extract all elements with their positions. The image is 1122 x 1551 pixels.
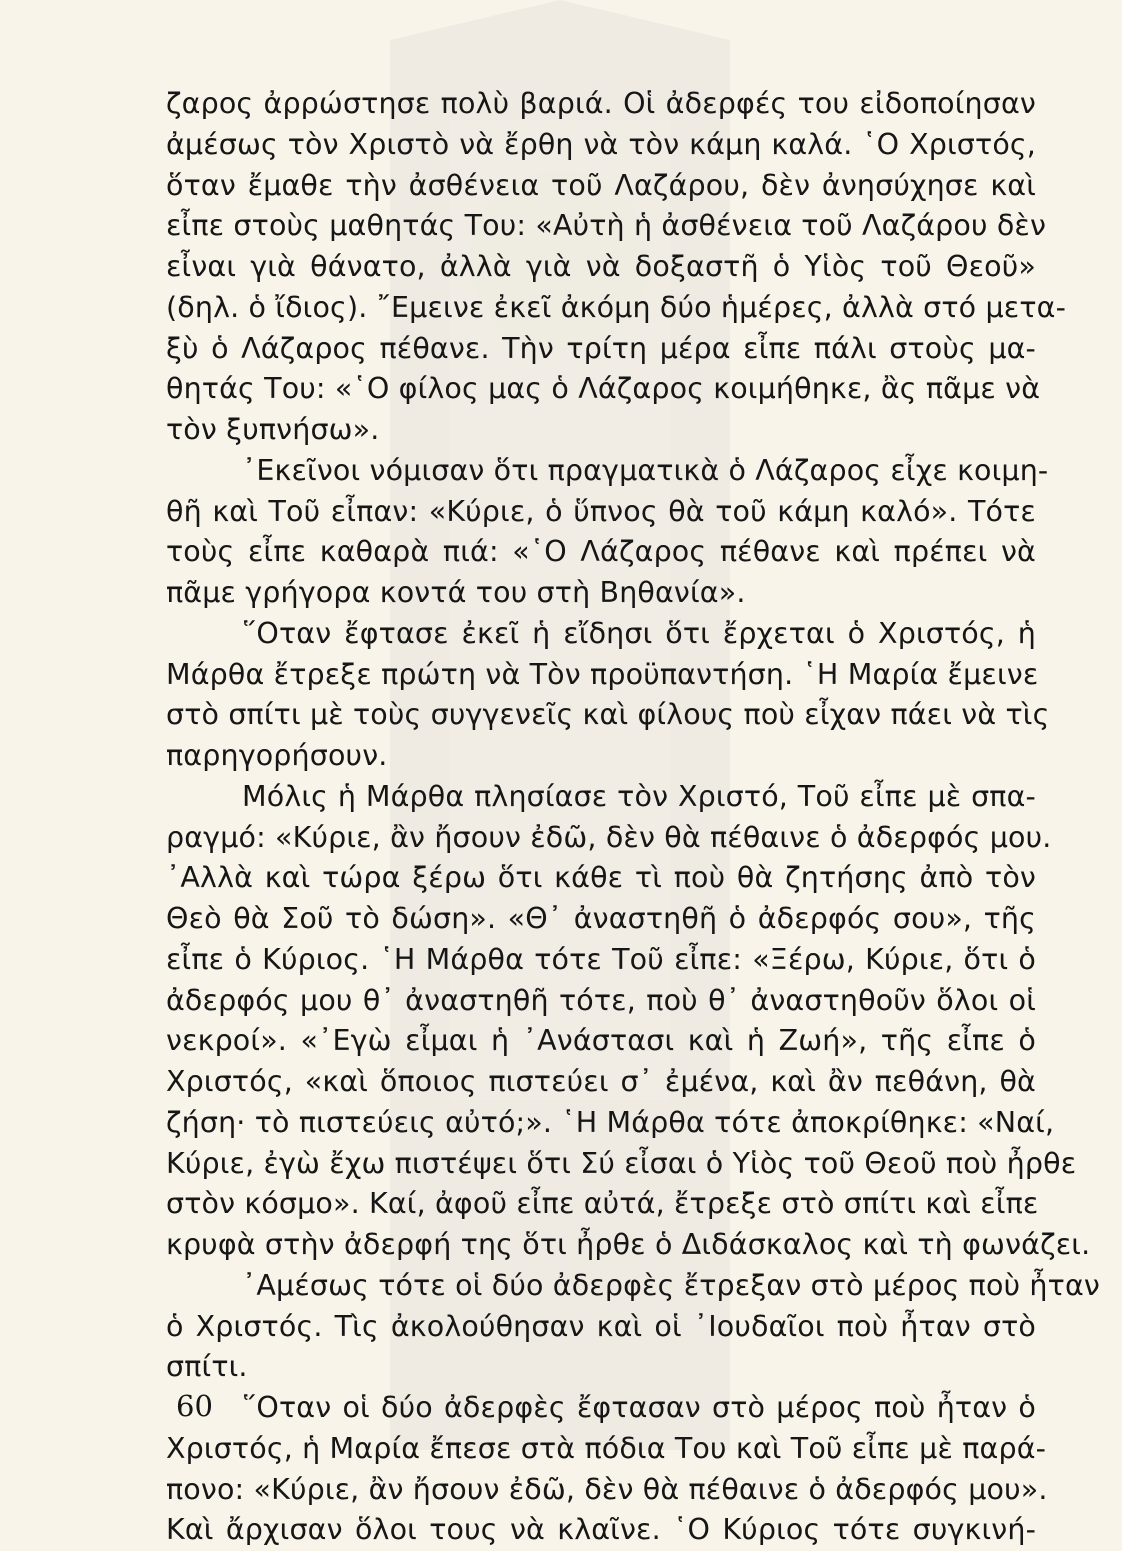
text-line: ξὺ ὁ Λάζαρος πέθανε. Τὴν τρίτη μέρα εἶπε πάλι στοὺς μα- (166, 331, 1036, 365)
text-line: ζαρος ἀρρώστησε πολὺ βαριά. Οἱ ἀδερφές του εἰδοποίησαν (166, 87, 1036, 120)
text-line: ὁ Χριστός. Τὶς ἀκολούθησαν καὶ οἱ ᾿Ιουδαῖοι ποὺ ἦταν στὸ (166, 1309, 1036, 1343)
page-text (166, 84, 1100, 1551)
text-line: (δηλ. ὁ ἴδιος). ῎Εμεινε ἐκεῖ ἀκόμη δύο ἡμέρες, ἀλλὰ στό μετα- (166, 290, 1066, 324)
text-line: ᾿Αλλὰ καὶ τώρα ξέρω ὅτι κάθε τὶ ποὺ θὰ ζητήσης ἀπὸ τὸν (166, 861, 1036, 895)
text-line: Κύριε, ἐγὼ ἔχω πιστέψει ὅτι Σύ εἶσαι ὁ Υἱὸς τοῦ Θεοῦ ποὺ ἦρθε (166, 1146, 1077, 1180)
text-line: ἀδερφός μου θ᾿ ἀναστηθῆ τότε, ποὺ θ᾿ ἀναστηθοῦν ὅλοι οἱ (166, 983, 1036, 1017)
text-line: ἀμέσως τὸν Χριστὸ νὰ ἔρθη νὰ τὸν κάμη καλά. ῾Ο Χριστός, (166, 127, 1036, 161)
paragraph-start-line: ῞Οταν οἱ δύο ἀδερφὲς ἔφτασαν στὸ μέρος ποὺ ἦταν ὁ (242, 1391, 1036, 1424)
text-line: πᾶμε γρήγορα κοντά του στὴ Βηθανία». (166, 576, 746, 609)
text-line: εἶπε ὁ Κύριος. ῾Η Μάρθα τότε Τοῦ εἶπε: «Ξέρω, Κύριε, ὅτι ὁ (166, 942, 1036, 976)
text-line: θητάς Του: «῾Ο φίλος μας ὁ Λάζαρος κοιμήθηκε, ἂς πᾶμε νὰ (166, 372, 1041, 406)
text-line: Μάρθα ἔτρεξε πρώτη νὰ Τὸν προϋπαντήση. ῾Η Μαρία ἔμεινε (166, 657, 1039, 691)
paragraph-start-line: ῞Οταν ἔφτασε ἐκεῖ ἡ εἴδησι ὅτι ἔρχεται ὁ Χριστός, ἡ (242, 616, 1036, 650)
text-line: παρηγορήσουν. (166, 739, 388, 772)
text-line: κρυφὰ στὴν ἀδερφή της ὅτι ἦρθε ὁ Διδάσκαλος καὶ τὴ φωνάζει. (166, 1228, 1091, 1261)
text-line: Καὶ ἄρχισαν ὅλοι τους νὰ κλαῖνε. ῾Ο Κύριος τότε συγκινή- (166, 1513, 1036, 1547)
text-line: πονο: «Κύριε, ἂν ἤσουν ἐδῶ, δὲν θὰ πέθαινε ὁ ἀδερφός μου». (166, 1472, 1048, 1506)
paragraph-start-line: ᾿Εκεῖνοι νόμισαν ὅτι πραγματικὰ ὁ Λάζαρος εἶχε κοιμη- (242, 453, 1049, 487)
text-line: θῆ καὶ Τοῦ εἶπαν: «Κύριε, ὁ ὕπνος θὰ τοῦ κάμη καλό». Τότε (166, 494, 1036, 528)
text-line: Χριστός, «καὶ ὅποιος πιστεύει σ᾿ ἐμένα, καὶ ἂν πεθάνη, θὰ (166, 1065, 1036, 1098)
text-line: εἶπε στοὺς μαθητάς Του: «Αὐτὴ ἡ ἀσθένεια τοῦ Λαζάρου δὲν (166, 209, 1047, 243)
text-line: εἶναι γιὰ θάνατο, ἀλλὰ γιὰ νὰ δοξαστῆ ὁ Υἱὸς τοῦ Θεοῦ» (166, 250, 1036, 283)
page-number: 60 (176, 1389, 213, 1423)
text-line: τὸν ξυπνήσω». (166, 413, 380, 446)
paragraph-start-line: ᾿Αμέσως τότε οἱ δύο ἀδερφὲς ἔτρεξαν στὸ μέρος ποὺ ἦταν (242, 1268, 1100, 1302)
text-line: ραγμό: «Κύριε, ἂν ἤσουν ἐδῶ, δὲν θὰ πέθαινε ὁ ἀδερφός μου. (166, 820, 1052, 854)
text-line: νεκροί». «᾿Εγὼ εἶμαι ἡ ᾿Ανάστασι καὶ ἡ Ζωή», τῆς εἶπε ὁ (166, 1024, 1036, 1058)
text-line: τοὺς εἶπε καθαρὰ πιά: «῾Ο Λάζαρος πέθανε καὶ πρέπει νὰ (166, 535, 1036, 569)
text-line: Θεὸ θὰ Σοῦ τὸ δώση». «Θ᾿ ἀναστηθῆ ὁ ἀδερφός σου», τῆς (166, 902, 1036, 935)
text-line: σπίτι. (166, 1350, 248, 1384)
text-line: στὸν κόσμο». Καί, ἀφοῦ εἶπε αὐτά, ἔτρεξε στὸ σπίτι καὶ εἶπε (166, 1187, 1039, 1221)
paragraph-start-line: Μόλις ἡ Μάρθα πλησίασε τὸν Χριστό, Τοῦ εἶπε μὲ σπα- (242, 779, 1036, 813)
text-line: ὅταν ἔμαθε τὴν ἀσθένεια τοῦ Λαζάρου, δὲν ἀνησύχησε καὶ (166, 168, 1036, 202)
text-line: Χριστός, ἡ Μαρία ἔπεσε στὰ πόδια Του καὶ Τοῦ εἶπε μὲ παρά- (166, 1431, 1047, 1465)
text-line: ζήση· τὸ πιστεύεις αὐτό;». ῾Η Μάρθα τότε ἀποκρίθηκε: «Ναί, (166, 1105, 1055, 1139)
text-line: στὸ σπίτι μὲ τοὺς συγγενεῖς καὶ φίλους ποὺ εἶχαν πάει νὰ τὶς (166, 698, 1050, 732)
